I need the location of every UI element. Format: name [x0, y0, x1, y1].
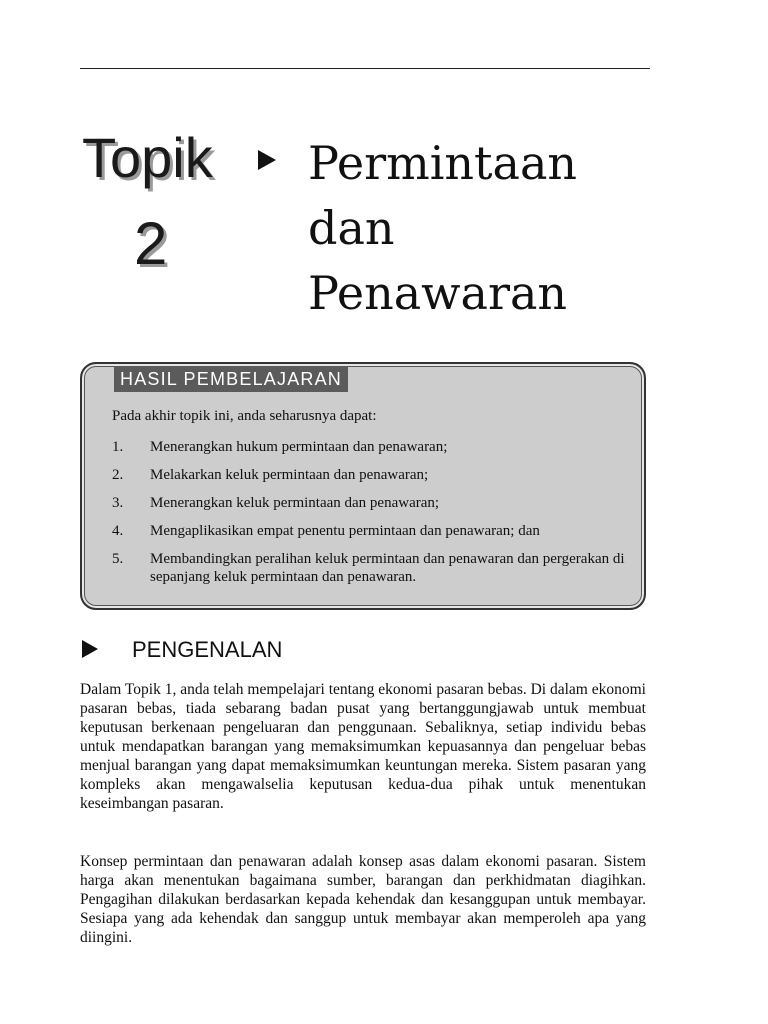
title-line-1: Permintaan	[308, 136, 578, 190]
list-item-text: Mengaplikasikan empat penentu permintaan dan penawaran; dan	[150, 523, 540, 539]
topic-number: 2	[134, 210, 168, 277]
list-item-number: 5.	[112, 551, 124, 567]
list-item-text: Menerangkan keluk permintaan dan penawaran;	[150, 495, 440, 511]
list-item-number: 4.	[112, 523, 124, 539]
list-item-number: 1.	[112, 439, 124, 455]
list-item	[112, 550, 632, 586]
list-item-number: 3.	[112, 495, 124, 511]
section-arrow-icon	[82, 640, 98, 658]
topic-word: Topik	[82, 126, 213, 189]
learning-outcomes-list	[112, 438, 632, 596]
paragraph-2: Konsep permintaan dan penawaran adalah konsep asas dalam ekonomi pasaran. Sistem harga akan menentukan bagaimana sumber, barangan dan perkhidmatan diagihkan. Pengagihan dilakukan berdasarkan kepada kehendak dan kesanggupan untuk membayar. Sesiapa yang ada kehendak dan sanggup untuk membayar akan memperoleh apa yang diingini.	[80, 853, 646, 946]
list-item-number: 2.	[112, 467, 124, 483]
list-item	[112, 466, 632, 484]
learning-outcomes-intro: Pada akhir topik ini, anda seharusnya dapat:	[112, 408, 377, 424]
learning-outcomes-label: HASIL PEMBELAJARAN	[114, 366, 348, 392]
top-rule	[80, 68, 650, 69]
section-title: PENGENALAN	[132, 637, 283, 662]
list-item-text: Membandingkan peralihan keluk permintaan dan penawaran dan pergerakan di sepanjang keluk permintaan dan penawaran.	[150, 551, 625, 585]
title-line-2: dan	[308, 201, 395, 255]
list-item	[112, 522, 632, 540]
list-item	[112, 438, 632, 456]
title-line-3: Penawaran	[308, 266, 567, 320]
list-item-text: Menerangkan hukum permintaan dan penawaran;	[150, 439, 448, 455]
title-arrow-icon	[258, 150, 276, 170]
list-item	[112, 494, 632, 512]
list-item-text: Melakarkan keluk permintaan dan penawaran;	[150, 467, 429, 483]
paragraph-1: Dalam Topik 1, anda telah mempelajari tentang ekonomi pasaran bebas. Di dalam ekonomi pasaran bebas, tiada sebarang badan pusat yang bertanggungjawab untuk membuat keputusan berkenaan pengeluaran dan penggunaan. Sebaliknya, setiap individu bebas untuk mendapatkan barangan yang memaksimumkan kepuasannya dan pengeluar bebas menjual barangan yang dapat memaksimumkan keuntungan mereka. Sistem pasaran yang kompleks akan mengawalselia keputusan kedua-dua pihak untuk menentukan keseimbangan pasaran.	[80, 681, 646, 812]
